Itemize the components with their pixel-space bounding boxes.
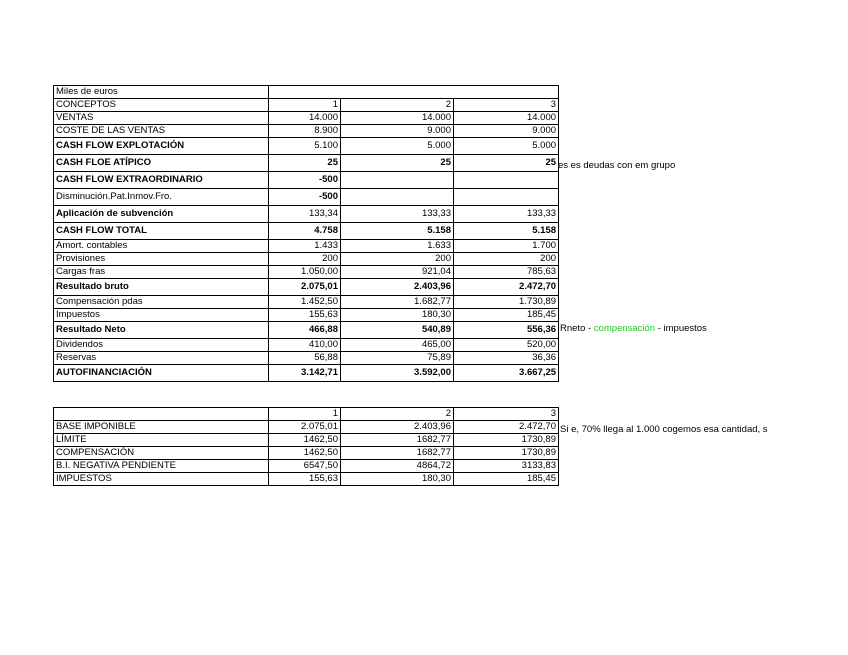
cell-y3: 133,33: [454, 206, 559, 223]
cell-y2: 1682,77: [341, 434, 454, 447]
cell-y3: 520,00: [454, 339, 559, 352]
row-label: CASH FLOW TOTAL: [54, 223, 269, 240]
table-row: [54, 112, 559, 125]
table-row: [54, 352, 559, 365]
table-row: [54, 189, 559, 206]
cell-y3: 1730,89: [454, 447, 559, 460]
cell-y1: 200: [269, 253, 341, 266]
cell-y1: 155,63: [269, 309, 341, 322]
cell-y3: 3.667,25: [454, 365, 559, 382]
cell-y1: 155,63: [269, 473, 341, 486]
table-row: [54, 99, 559, 112]
row-label: Amort. contables: [54, 240, 269, 253]
note-atipico: es es deudas con em grupo: [558, 160, 676, 171]
cell-y1: -500: [269, 189, 341, 206]
cell-y1: 3.142,71: [269, 365, 341, 382]
cell-y2: 1.633: [341, 240, 454, 253]
cell-y3: 5.158: [454, 223, 559, 240]
note-neto-b: compensación: [593, 323, 656, 334]
cell-y2: 25: [341, 155, 454, 172]
cell-y1: 466,88: [269, 322, 341, 339]
cell-y3: 1.730,89: [454, 296, 559, 309]
cell-y3: 36,36: [454, 352, 559, 365]
table-row: [54, 309, 559, 322]
table-row: [54, 473, 559, 486]
cell-y1: -500: [269, 172, 341, 189]
cell-y2: 133,33: [341, 206, 454, 223]
header-empty: [54, 408, 269, 421]
cell-y1: 2.075,01: [269, 279, 341, 296]
note-neto-c: - impuestos: [655, 323, 707, 334]
table-row: [54, 253, 559, 266]
cell-y1: 56,88: [269, 352, 341, 365]
table-row: [54, 421, 559, 434]
table-row: [54, 240, 559, 253]
row-label: LÍMITE: [54, 434, 269, 447]
cell-y2: 5.158: [341, 223, 454, 240]
cell-y3: 9.000: [454, 125, 559, 138]
table-row: [54, 172, 559, 189]
cell-y2: 1.682,77: [341, 296, 454, 309]
row-label: Reservas: [54, 352, 269, 365]
row-label: COSTE DE LAS VENTAS: [54, 125, 269, 138]
table-row: [54, 339, 559, 352]
row-label: CONCEPTOS: [54, 99, 269, 112]
cell-y2: 180,30: [341, 473, 454, 486]
row-label: Resultado Neto: [54, 322, 269, 339]
row-label: Dividendos: [54, 339, 269, 352]
cell-y2: 4864,72: [341, 460, 454, 473]
note-neto-a: Rneto -: [560, 323, 594, 334]
cell-y1: 1.050,00: [269, 266, 341, 279]
cell-y2: 75,89: [341, 352, 454, 365]
cell-y2: 1682,77: [341, 447, 454, 460]
cell-y2: 465,00: [341, 339, 454, 352]
row-label: AUTOFINANCIACIÓN: [54, 365, 269, 382]
cell-y1: 410,00: [269, 339, 341, 352]
row-label: Disminución.Pat.Inmov.Fro.: [54, 189, 269, 206]
cell-y3: 185,45: [454, 473, 559, 486]
table-row: [54, 223, 559, 240]
cell-y3: 25: [454, 155, 559, 172]
table-row: [54, 434, 559, 447]
cell-y1: 1.452,50: [269, 296, 341, 309]
cell-y2: 921,04: [341, 266, 454, 279]
table-row: [54, 138, 559, 155]
cell-y3: 1730,89: [454, 434, 559, 447]
cell-y2: 540,89: [341, 322, 454, 339]
note-resultado-neto: [560, 323, 707, 335]
row-label: CASH FLOW EXTRAORDINARIO: [54, 172, 269, 189]
cell-y3: [454, 189, 559, 206]
table-row: [54, 296, 559, 309]
cell-y1: 6547,50: [269, 460, 341, 473]
row-label: Impuestos: [54, 309, 269, 322]
row-label: CASH FLOW EXPLOTACIÓN: [54, 138, 269, 155]
cell-y2: 2: [341, 99, 454, 112]
cell-y3: 185,45: [454, 309, 559, 322]
row-label: COMPENSACIÓN: [54, 447, 269, 460]
table-row: [54, 86, 559, 99]
cell-y3: 200: [454, 253, 559, 266]
cell-y2: 3.592,00: [341, 365, 454, 382]
row-label: Compensación pdas: [54, 296, 269, 309]
row-label: B.I. NEGATIVA PENDIENTE: [54, 460, 269, 473]
table-row: [54, 460, 559, 473]
table-row: [54, 365, 559, 382]
row-label: Provisiones: [54, 253, 269, 266]
table-row: [54, 266, 559, 279]
cell-y3: 1.700: [454, 240, 559, 253]
table-row: [54, 279, 559, 296]
cell-y3: 556,36: [454, 322, 559, 339]
header-y2: 2: [341, 408, 454, 421]
cell-y2: 200: [341, 253, 454, 266]
cell-y2: 5.000: [341, 138, 454, 155]
table-row: [54, 125, 559, 138]
cell-y2: 14.000: [341, 112, 454, 125]
cell-y2: 2.403,96: [341, 421, 454, 434]
note-base-imponible: Si e, 70% llega al 1.000 cogemos esa cantidad, s: [560, 424, 768, 435]
cell-y3: 3133,83: [454, 460, 559, 473]
cell-y1: 5.100: [269, 138, 341, 155]
cell-y2: 2.403,96: [341, 279, 454, 296]
table-row: [54, 408, 559, 421]
table-row: [54, 206, 559, 223]
cell-y1: 2.075,01: [269, 421, 341, 434]
cell-y3: 785,63: [454, 266, 559, 279]
cell-y3: 2.472,70: [454, 421, 559, 434]
units-header: Miles de euros: [54, 86, 269, 99]
cell-y1: 25: [269, 155, 341, 172]
cell-y1: 1462,50: [269, 447, 341, 460]
cell-y1: 133,34: [269, 206, 341, 223]
cell-y2: 180,30: [341, 309, 454, 322]
cell-y1: 8.900: [269, 125, 341, 138]
cell-y2: 9.000: [341, 125, 454, 138]
table-row: [54, 155, 559, 172]
row-label: BASE IMPONIBLE: [54, 421, 269, 434]
cell-y3: [454, 172, 559, 189]
cell-y1: 14.000: [269, 112, 341, 125]
header-empty: [269, 86, 559, 99]
header-y3: 3: [454, 408, 559, 421]
cash-flow-table: [53, 85, 559, 382]
row-label: Resultado bruto: [54, 279, 269, 296]
row-label: IMPUESTOS: [54, 473, 269, 486]
tax-base-table: [53, 407, 559, 486]
row-label: Aplicación de subvención: [54, 206, 269, 223]
cell-y3: 5.000: [454, 138, 559, 155]
header-y1: 1: [269, 408, 341, 421]
row-label: CASH FLOE ATÍPICO: [54, 155, 269, 172]
cell-y1: 1462,50: [269, 434, 341, 447]
table-row: [54, 322, 559, 339]
row-label: VENTAS: [54, 112, 269, 125]
cell-y2: [341, 172, 454, 189]
table-row: [54, 447, 559, 460]
cell-y2: [341, 189, 454, 206]
cell-y3: 2.472,70: [454, 279, 559, 296]
cell-y3: 14.000: [454, 112, 559, 125]
cell-y1: 1.433: [269, 240, 341, 253]
cell-y1: 1: [269, 99, 341, 112]
cell-y1: 4.758: [269, 223, 341, 240]
cell-y3: 3: [454, 99, 559, 112]
row-label: Cargas fras: [54, 266, 269, 279]
